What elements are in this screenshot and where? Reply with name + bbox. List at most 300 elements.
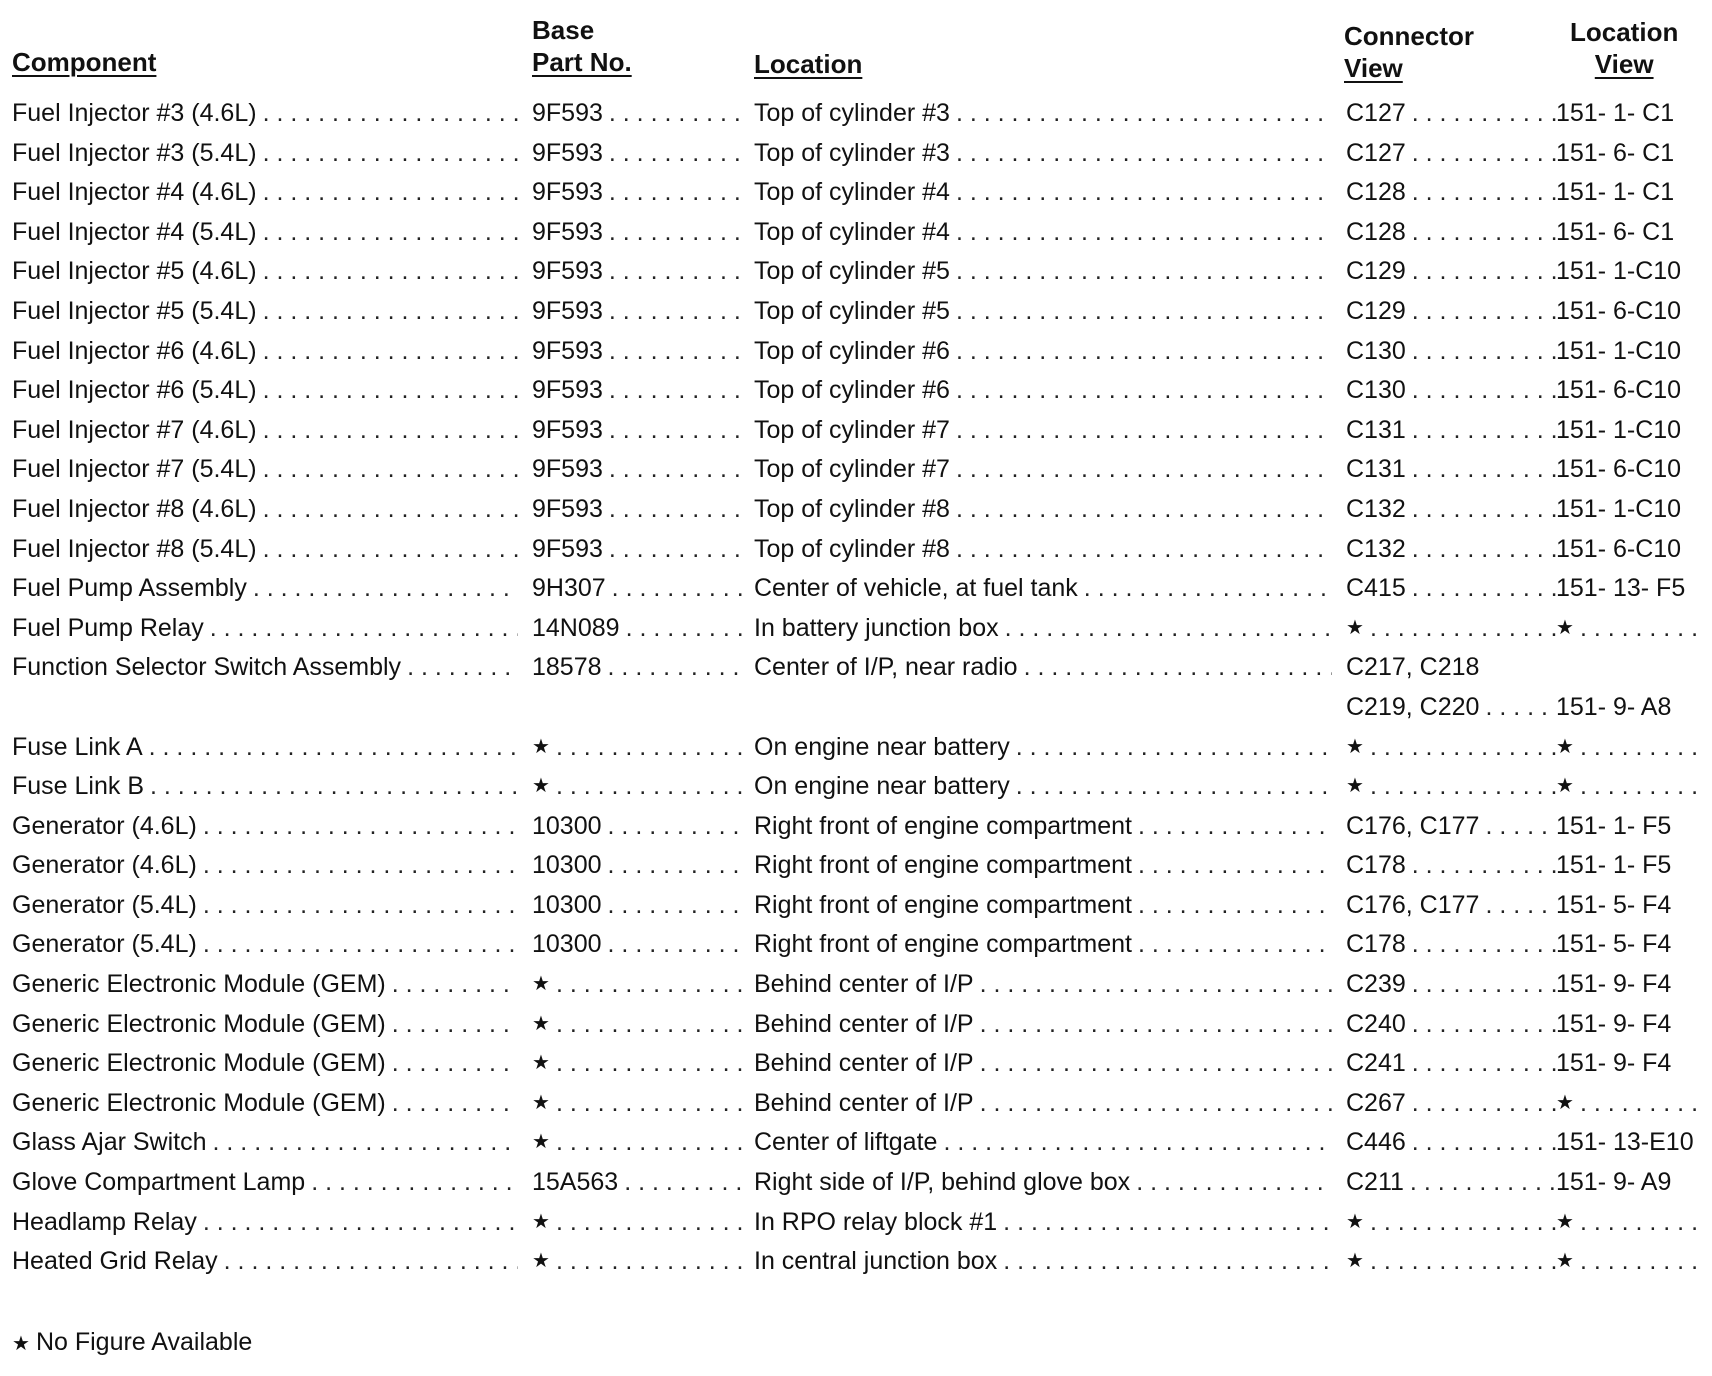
location-cell: [754, 450, 1332, 490]
location-view-cell-text: ★: [1556, 616, 1574, 639]
location-view-cell: [1556, 1242, 1706, 1282]
location-view-cell: [1556, 886, 1706, 926]
part-number-cell-text: ★: [532, 1012, 550, 1035]
connector-view-cell: [1346, 371, 1556, 411]
header-component: [12, 46, 156, 78]
component-cell-text: Glove Compartment Lamp: [12, 1168, 306, 1197]
location-view-cell: [1556, 134, 1706, 174]
table-row: [0, 252, 1712, 292]
component-cell-text: Fuel Injector #5 (4.6L): [12, 257, 257, 286]
part-number-cell-text: 9F593: [532, 494, 603, 523]
part-number-cell: [532, 94, 744, 134]
location-view-cell-text: ★: [1556, 735, 1574, 758]
location-view-cell: [1556, 688, 1706, 728]
location-cell-text: Right front of engine compartment: [754, 851, 1132, 880]
component-cell: [12, 1163, 518, 1203]
component-cell: [12, 1084, 518, 1124]
location-cell: [754, 886, 1332, 926]
part-number-cell: [532, 1005, 744, 1045]
table-row: [0, 846, 1712, 886]
leader-dots: [609, 490, 744, 530]
part-number-cell-text: ★: [532, 1091, 550, 1114]
part-number-cell-text: ★: [532, 1250, 550, 1273]
part-number-cell: [532, 846, 744, 886]
connector-view-cell: [1346, 1203, 1556, 1243]
leader-dots: [1412, 292, 1556, 332]
connector-view-cell-text: C176, C177: [1346, 811, 1480, 840]
header-location-view-line1: Location: [1570, 17, 1679, 47]
header-base-part: [532, 14, 632, 78]
leader-dots: [1370, 728, 1556, 768]
connector-view-cell: [1346, 530, 1556, 570]
table-row: [0, 332, 1712, 372]
connector-view-cell-text: C130: [1346, 376, 1406, 405]
leader-dots: [1412, 332, 1556, 372]
location-cell: [754, 648, 1332, 688]
location-cell: [754, 807, 1332, 847]
part-number-cell: [532, 728, 744, 768]
location-view-cell: [1556, 173, 1706, 213]
header-connector-line1: Connector: [1344, 21, 1474, 51]
part-number-cell-text: 10300: [532, 851, 602, 880]
component-cell: [12, 648, 518, 688]
leader-dots: [1412, 1044, 1556, 1084]
location-view-cell: [1556, 925, 1706, 965]
leader-dots: [1412, 490, 1556, 530]
location-view-cell: [1556, 1084, 1706, 1124]
connector-view-cell: [1346, 609, 1556, 649]
header-connector-view: [1344, 20, 1474, 84]
part-number-cell-text: 9F593: [532, 534, 603, 563]
leader-dots: [1003, 1242, 1332, 1282]
table-row: [0, 371, 1712, 411]
leader-dots: [263, 450, 518, 490]
location-view-cell-text: 151- 6-C10: [1556, 534, 1682, 563]
leader-dots: [609, 134, 744, 174]
part-number-cell-text: ★: [532, 775, 550, 798]
part-number-cell: [532, 569, 744, 609]
header-component-label: Component: [12, 47, 157, 77]
connector-view-cell-text: C415: [1346, 574, 1406, 603]
leader-dots: [609, 411, 744, 451]
leader-dots: [556, 965, 744, 1005]
location-view-cell-text: 151- 1-C10: [1556, 336, 1682, 365]
component-cell-text: Glass Ajar Switch: [12, 1128, 207, 1157]
leader-dots: [956, 530, 1332, 570]
leader-dots: [263, 332, 518, 372]
location-cell-text: Right front of engine compartment: [754, 890, 1132, 919]
leader-dots: [956, 134, 1332, 174]
part-number-cell: [532, 411, 744, 451]
table-row: [0, 1163, 1712, 1203]
component-cell-text: Generic Electronic Module (GEM): [12, 1009, 386, 1038]
leader-dots: [980, 1084, 1332, 1124]
location-cell-text: Top of cylinder #5: [754, 257, 950, 286]
location-cell-text: In central junction box: [754, 1247, 998, 1276]
component-cell: [12, 332, 518, 372]
location-cell: [754, 1203, 1332, 1243]
component-cell: [12, 807, 518, 847]
component-cell: [12, 490, 518, 530]
leader-dots: [1580, 1242, 1706, 1282]
location-view-cell-text: 151- 9- F4: [1556, 1009, 1672, 1038]
leader-dots: [1138, 886, 1332, 926]
connector-view-cell: [1346, 886, 1556, 926]
location-view-cell-text: 151- 5- F4: [1556, 890, 1672, 919]
table-row: [0, 1203, 1712, 1243]
leader-dots: [203, 886, 518, 926]
component-cell-text: Fuel Injector #7 (5.4L): [12, 455, 257, 484]
location-cell: [754, 173, 1332, 213]
part-number-cell-text: 9F593: [532, 257, 603, 286]
location-view-cell-text: 151- 6-C10: [1556, 455, 1682, 484]
leader-dots: [609, 530, 744, 570]
location-view-cell: [1556, 411, 1706, 451]
location-cell-text: Top of cylinder #4: [754, 217, 950, 246]
component-cell: [12, 1005, 518, 1045]
location-view-cell: [1556, 490, 1706, 530]
connector-view-cell-text: C130: [1346, 336, 1406, 365]
leader-dots: [1412, 94, 1556, 134]
leader-dots: [392, 1005, 518, 1045]
component-cell-text: Fuel Injector #7 (4.6L): [12, 415, 257, 444]
leader-dots: [556, 1242, 744, 1282]
leader-dots: [263, 173, 518, 213]
part-number-cell-text: 9F593: [532, 217, 603, 246]
connector-view-cell: [1346, 1163, 1556, 1203]
connector-view-cell-text: ★: [1346, 775, 1364, 798]
location-cell: [754, 767, 1332, 807]
leader-dots: [1412, 1123, 1556, 1163]
connector-view-cell: [1346, 648, 1556, 688]
leader-dots: [956, 213, 1332, 253]
part-number-cell-text: 9F593: [532, 415, 603, 444]
leader-dots: [1016, 728, 1332, 768]
leader-dots: [1370, 767, 1556, 807]
connector-view-cell: [1346, 213, 1556, 253]
connector-view-cell-text: C446: [1346, 1128, 1406, 1157]
part-number-cell-text: 9H307: [532, 574, 606, 603]
part-number-cell: [532, 490, 744, 530]
leader-dots: [1138, 925, 1332, 965]
component-cell-text: Fuel Injector #5 (5.4L): [12, 296, 257, 325]
component-cell-text: Generator (5.4L): [12, 930, 197, 959]
part-number-cell-text: ★: [532, 1131, 550, 1154]
table-row: [0, 134, 1712, 174]
connector-view-cell-text: ★: [1346, 735, 1364, 758]
location-view-cell: [1556, 1044, 1706, 1084]
leader-dots: [1084, 569, 1332, 609]
location-cell-text: Top of cylinder #3: [754, 99, 950, 127]
leader-dots: [956, 332, 1332, 372]
connector-view-cell-text: C219, C220: [1346, 692, 1480, 721]
component-cell: [12, 569, 518, 609]
part-number-cell-text: ★: [532, 1210, 550, 1233]
component-cell-text: Fuse Link B: [12, 772, 145, 801]
part-number-cell-text: 9F593: [532, 376, 603, 405]
connector-view-cell: [1346, 252, 1556, 292]
location-cell-text: Top of cylinder #3: [754, 138, 950, 167]
connector-view-cell: [1346, 925, 1556, 965]
location-cell-text: Right side of I/P, behind glove box: [754, 1168, 1131, 1197]
location-cell: [754, 490, 1332, 530]
location-cell-text: Top of cylinder #7: [754, 415, 950, 444]
location-view-cell-text: ★: [1556, 775, 1574, 798]
component-cell-text: Heated Grid Relay: [12, 1247, 218, 1276]
leader-dots: [263, 371, 518, 411]
part-number-cell: [532, 965, 744, 1005]
leader-dots: [1138, 846, 1332, 886]
connector-view-cell: [1346, 94, 1556, 134]
table-row: [0, 530, 1712, 570]
leader-dots: [1580, 609, 1706, 649]
location-cell: [754, 411, 1332, 451]
connector-view-cell-text: C128: [1346, 217, 1406, 246]
location-cell: [754, 530, 1332, 570]
table-row: [0, 648, 1712, 727]
table-row: [0, 1005, 1712, 1045]
leader-dots: [626, 609, 744, 649]
part-number-cell-text: 15A563: [532, 1168, 619, 1197]
component-cell: [12, 925, 518, 965]
component-cell: [12, 846, 518, 886]
leader-dots: [1412, 569, 1556, 609]
leader-dots: [956, 252, 1332, 292]
location-view-cell-text: ★: [1556, 1250, 1574, 1273]
location-cell: [754, 332, 1332, 372]
leader-dots: [392, 1084, 518, 1124]
part-number-cell-text: 9F593: [532, 138, 603, 167]
location-cell: [754, 569, 1332, 609]
leader-dots: [1412, 252, 1556, 292]
leader-dots: [407, 648, 518, 688]
component-cell-text: Fuel Injector #8 (5.4L): [12, 534, 257, 563]
footnote: [12, 1326, 252, 1360]
leader-dots: [556, 728, 744, 768]
component-cell-text: Function Selector Switch Assembly: [12, 653, 402, 682]
connector-view-cell: [1346, 411, 1556, 451]
leader-dots: [1138, 807, 1332, 847]
leader-dots: [1580, 1084, 1706, 1124]
connector-view-cell: [1346, 1005, 1556, 1045]
location-cell: [754, 965, 1332, 1005]
connector-view-cell: [1346, 807, 1556, 847]
leader-dots: [1412, 134, 1556, 174]
location-view-cell: [1556, 252, 1706, 292]
component-cell: [12, 1203, 518, 1243]
location-view-cell: [1556, 807, 1706, 847]
table-row: [0, 886, 1712, 926]
connector-view-cell: [1346, 569, 1556, 609]
leader-dots: [956, 411, 1332, 451]
leader-dots: [624, 1163, 744, 1203]
leader-dots: [608, 886, 744, 926]
star-icon: ★: [12, 1333, 30, 1355]
leader-dots: [1412, 411, 1556, 451]
component-cell-text: Generic Electronic Module (GEM): [12, 970, 386, 999]
connector-view-cell-text: ★: [1346, 1210, 1364, 1233]
location-cell: [754, 728, 1332, 768]
location-cell: [754, 1084, 1332, 1124]
connector-view-cell: [1346, 1242, 1556, 1282]
connector-view-cell-text: C128: [1346, 178, 1406, 207]
connector-view-cell-text: C178: [1346, 930, 1406, 959]
component-cell-text: Fuel Pump Relay: [12, 613, 204, 642]
location-view-cell: [1556, 94, 1706, 134]
leader-dots: [956, 173, 1332, 213]
connector-view-cell-text: C240: [1346, 1009, 1406, 1038]
location-cell: [754, 925, 1332, 965]
location-view-cell-text: 151- 6-C10: [1556, 296, 1682, 325]
component-cell: [12, 213, 518, 253]
component-cell: [12, 767, 518, 807]
connector-view-cell: [1346, 965, 1556, 1005]
component-cell-text: Fuel Injector #3 (4.6L): [12, 99, 257, 127]
footnote-text: No Figure Available: [35, 1328, 253, 1356]
leader-dots: [1485, 807, 1556, 847]
leader-dots: [1370, 1242, 1556, 1282]
part-number-cell-text: ★: [532, 973, 550, 996]
location-cell-text: Top of cylinder #8: [754, 494, 950, 523]
location-cell-text: Top of cylinder #5: [754, 296, 950, 325]
component-cell: [12, 609, 518, 649]
leader-dots: [1410, 1163, 1556, 1203]
location-view-cell-text: 151- 1-C10: [1556, 494, 1682, 523]
part-number-cell: [532, 1123, 744, 1163]
part-number-cell-text: 14N089: [532, 613, 620, 642]
connector-view-cell: [1346, 450, 1556, 490]
leader-dots: [608, 648, 744, 688]
leader-dots: [1370, 1203, 1556, 1243]
leader-dots: [980, 1005, 1332, 1045]
location-cell-text: In battery junction box: [754, 613, 999, 642]
leader-dots: [980, 965, 1332, 1005]
connector-view-cell-text: C241: [1346, 1049, 1406, 1078]
location-cell: [754, 1123, 1332, 1163]
leader-dots: [609, 252, 744, 292]
part-number-cell: [532, 173, 744, 213]
leader-dots: [392, 965, 518, 1005]
component-cell: [12, 965, 518, 1005]
component-cell-text: Headlamp Relay: [12, 1207, 197, 1236]
part-number-cell: [532, 886, 744, 926]
component-cell: [12, 292, 518, 332]
leader-dots: [956, 490, 1332, 530]
leader-dots: [1580, 767, 1706, 807]
leader-dots: [1370, 609, 1556, 649]
part-number-cell-text: 9F593: [532, 455, 603, 484]
location-view-cell-text: 151- 6- C1: [1556, 138, 1675, 167]
header-location: [754, 48, 862, 80]
leader-dots: [980, 1044, 1332, 1084]
leader-dots: [263, 213, 518, 253]
component-cell: [12, 1123, 518, 1163]
leader-dots: [263, 490, 518, 530]
component-cell-text: Fuel Injector #4 (5.4L): [12, 217, 257, 246]
location-cell: [754, 1044, 1332, 1084]
part-number-cell: [532, 292, 744, 332]
table-row: [0, 925, 1712, 965]
location-cell-text: Right front of engine compartment: [754, 811, 1132, 840]
connector-view-cell-text: C217, C218: [1346, 653, 1480, 682]
component-cell-text: Fuel Injector #6 (4.6L): [12, 336, 257, 365]
leader-dots: [1580, 728, 1706, 768]
leader-dots: [1016, 767, 1332, 807]
leader-dots: [556, 767, 744, 807]
leader-dots: [612, 569, 744, 609]
connector-view-cell-text: C239: [1346, 970, 1406, 999]
leader-dots: [1003, 1203, 1332, 1243]
location-cell: [754, 134, 1332, 174]
leader-dots: [609, 292, 744, 332]
component-cell-text: Generator (5.4L): [12, 890, 197, 919]
component-cell-text: Fuel Injector #4 (4.6L): [12, 178, 257, 207]
header-location-view-line2: View: [1594, 49, 1654, 79]
location-cell-text: Center of liftgate: [754, 1128, 938, 1157]
part-number-cell: [532, 252, 744, 292]
leader-dots: [608, 846, 744, 886]
connector-view-cell: [1346, 688, 1556, 728]
location-view-cell: [1556, 450, 1706, 490]
connector-view-cell: [1346, 846, 1556, 886]
part-number-cell-text: ★: [532, 735, 550, 758]
location-view-cell: [1556, 1203, 1706, 1243]
leader-dots: [1412, 173, 1556, 213]
leader-dots: [609, 371, 744, 411]
leader-dots: [203, 807, 518, 847]
part-number-cell: [532, 213, 744, 253]
table-row: [0, 94, 1712, 134]
leader-dots: [203, 925, 518, 965]
connector-view-cell-text: C211: [1346, 1168, 1404, 1197]
location-view-cell: [1556, 846, 1706, 886]
leader-dots: [1412, 925, 1556, 965]
leader-dots: [1412, 1084, 1556, 1124]
table-row: [0, 1044, 1712, 1084]
location-view-cell-text: 151- 1- F5: [1556, 811, 1672, 840]
table-row: [0, 450, 1712, 490]
location-view-cell: [1556, 371, 1706, 411]
location-view-cell: [1556, 728, 1706, 768]
location-cell: [754, 1163, 1332, 1203]
location-view-cell-text: 151- 6- C1: [1556, 217, 1675, 246]
leader-dots: [609, 450, 744, 490]
parts-table-body: [0, 94, 1712, 1282]
component-cell: [12, 371, 518, 411]
connector-view-cell-text: C176, C177: [1346, 890, 1480, 919]
leader-dots: [956, 371, 1332, 411]
location-view-cell: [1556, 1123, 1706, 1163]
leader-dots: [1412, 371, 1556, 411]
header-location-label: Location: [754, 49, 863, 79]
part-number-cell-text: 9F593: [532, 178, 603, 207]
part-number-cell-text: 18578: [532, 653, 602, 682]
part-number-cell: [532, 925, 744, 965]
component-cell: [12, 1044, 518, 1084]
leader-dots: [556, 1123, 744, 1163]
leader-dots: [253, 569, 518, 609]
part-number-cell-text: 10300: [532, 811, 602, 840]
location-cell-text: Center of vehicle, at fuel tank: [754, 574, 1078, 603]
location-cell: [754, 252, 1332, 292]
location-cell-text: On engine near battery: [754, 772, 1010, 801]
part-number-cell: [532, 134, 744, 174]
location-cell-text: Center of I/P, near radio: [754, 653, 1018, 682]
header-connector-line2: View: [1344, 53, 1403, 83]
location-view-cell: [1556, 767, 1706, 807]
table-row: [0, 965, 1712, 1005]
leader-dots: [1412, 530, 1556, 570]
